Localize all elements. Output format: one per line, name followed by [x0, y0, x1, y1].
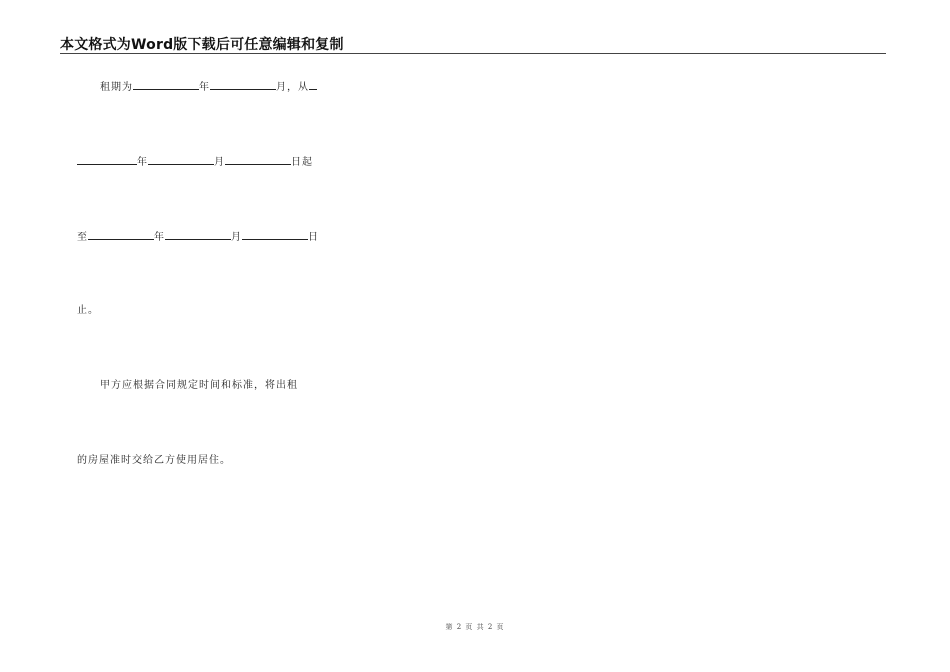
start-date-line: [77, 154, 313, 170]
lease-term-line: [100, 79, 317, 95]
year-blank-field[interactable]: [133, 79, 199, 90]
end-month-blank-field[interactable]: [165, 229, 231, 240]
clause-paragraph-line1: 甲方应根据合同规定时间和标准，将出租: [100, 380, 298, 391]
start-day-blank-field[interactable]: [225, 154, 291, 165]
end-year-blank-field[interactable]: [88, 229, 154, 240]
start-month-label: 月: [214, 157, 225, 168]
end-year-label: 年: [154, 232, 165, 243]
end-day-label: 日: [308, 232, 319, 243]
clause-paragraph-line2: 的房屋准时交给乙方使用居住。: [77, 455, 231, 466]
month-from-label: 月，从: [276, 82, 309, 93]
start-day-label: 日起: [291, 157, 313, 168]
lease-term-prefix: 租期为: [100, 82, 133, 93]
start-year-label: 年: [137, 157, 148, 168]
page-footer: 第 2 页 共 2 页: [445, 623, 505, 631]
header-title: 本文格式为Word版下载后可任意编辑和复制: [60, 37, 344, 53]
end-date-line: [77, 229, 319, 245]
trailing-blank-field[interactable]: [309, 79, 317, 90]
end-line-text: 止。: [77, 305, 99, 316]
start-year-blank-field[interactable]: [77, 154, 137, 165]
end-prefix: 至: [77, 232, 88, 243]
year-label: 年: [199, 82, 210, 93]
months-blank-field[interactable]: [210, 79, 276, 90]
start-month-blank-field[interactable]: [148, 154, 214, 165]
end-month-label: 月: [231, 232, 242, 243]
page-header: [60, 34, 886, 54]
end-day-blank-field[interactable]: [242, 229, 308, 240]
